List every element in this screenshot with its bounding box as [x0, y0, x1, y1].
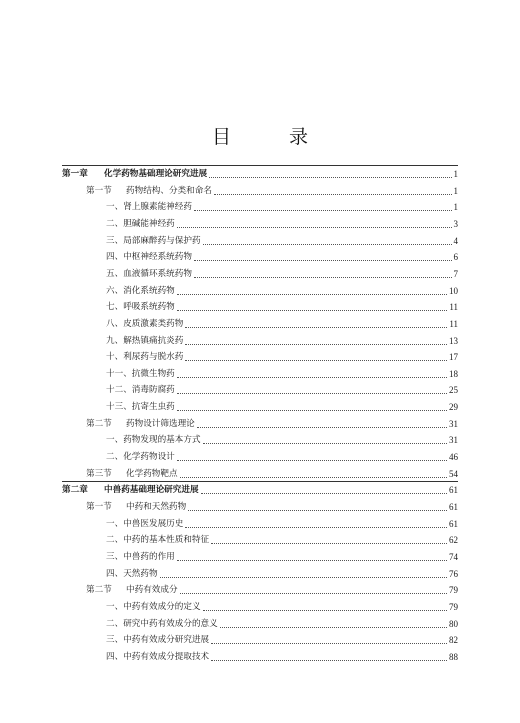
toc-label: 六、消化系统药物: [106, 285, 175, 296]
toc-page-number: 11: [449, 302, 458, 313]
toc-label: 四、中药有效成分提取技术: [106, 651, 210, 662]
toc-item[interactable]: [106, 616, 458, 630]
toc-label: 药物设计筛选理论: [126, 418, 195, 429]
dot-leader: [209, 176, 451, 178]
dot-leader: [185, 343, 447, 345]
dot-leader: [188, 509, 447, 511]
toc-page-number: 61: [449, 518, 458, 529]
dot-leader: [211, 659, 447, 661]
toc-label: 三、中兽药的作用: [106, 551, 175, 562]
toc-page-number: 7: [453, 268, 458, 279]
dot-leader: [185, 359, 447, 361]
dot-leader: [177, 376, 447, 378]
dot-leader: [197, 426, 447, 428]
toc-page-number: 18: [449, 368, 458, 379]
toc-number: 第一章: [62, 169, 88, 179]
toc-page-number: 88: [449, 651, 458, 662]
toc-page-number: 76: [449, 568, 458, 579]
toc-label: 一、中兽医发展历史: [106, 518, 184, 529]
toc-page-number: 3: [453, 218, 458, 229]
toc-number: 第二节: [86, 418, 112, 429]
dot-leader: [194, 259, 452, 261]
toc-label: 七、呼吸系统药物: [106, 302, 175, 313]
toc-number: 第三节: [86, 468, 112, 479]
toc-section[interactable]: [86, 416, 458, 430]
toc-label: 二、胆碱能神经药: [106, 218, 175, 229]
toc-item[interactable]: [106, 399, 458, 413]
toc-label: 一、中药有效成分的定义: [106, 601, 201, 612]
toc-page-number: 13: [449, 335, 458, 346]
toc-item[interactable]: [106, 299, 458, 313]
toc-label: 三、中药有效成分研究进展: [106, 635, 210, 646]
toc-label: 一、肾上腺素能神经药: [106, 202, 192, 213]
toc-item[interactable]: [106, 599, 458, 613]
toc-page-number: 25: [449, 385, 458, 396]
toc-item[interactable]: [106, 432, 458, 446]
toc-label: 化学药物靶点: [126, 468, 178, 479]
toc-item[interactable]: [106, 532, 458, 546]
toc-label: 中药有效成分: [126, 585, 178, 596]
toc-section[interactable]: [86, 582, 458, 596]
toc-label: 四、天然药物: [106, 568, 158, 579]
toc-label: 二、中药的基本性质和特征: [106, 535, 210, 546]
dot-leader: [203, 442, 447, 444]
dot-leader: [177, 459, 447, 461]
toc-page-number: 1: [453, 185, 458, 196]
dot-leader: [201, 492, 447, 494]
toc-item[interactable]: [106, 632, 458, 646]
toc-chapter[interactable]: [62, 482, 458, 496]
dot-leader: [177, 226, 452, 228]
toc-section[interactable]: [86, 466, 458, 480]
toc-item[interactable]: [106, 649, 458, 663]
toc-label: 一、药物发现的基本方式: [106, 435, 201, 446]
toc-page-number: 61: [449, 485, 458, 496]
toc-number: 第一节: [86, 502, 112, 512]
toc-item[interactable]: [106, 349, 458, 363]
dot-leader: [220, 626, 447, 628]
toc-page-number: 29: [449, 402, 458, 413]
toc-page-number: 79: [449, 601, 458, 612]
toc-page-number: 6: [453, 252, 458, 263]
toc-item[interactable]: [106, 283, 458, 297]
toc-label: 四、中枢神经系统药物: [106, 252, 192, 263]
toc-label: 二、化学药物设计: [106, 452, 175, 463]
dot-leader: [194, 276, 452, 278]
toc-page-number: 10: [449, 285, 458, 296]
dot-leader: [177, 309, 448, 311]
toc-label: 三、局部麻醉药与保护药: [106, 235, 201, 246]
toc-section[interactable]: [86, 499, 458, 513]
dot-leader: [194, 209, 452, 211]
toc-number: 第二节: [86, 585, 112, 596]
dot-leader: [185, 326, 447, 328]
dot-leader: [203, 609, 447, 611]
toc-page-number: 1: [453, 202, 458, 213]
toc-label: 十、利尿药与脱水药: [106, 352, 184, 363]
toc-item[interactable]: [106, 366, 458, 380]
toc-page-number: 62: [449, 535, 458, 546]
toc-item[interactable]: [106, 199, 458, 213]
toc-label: 化学药物基础理论研究进展: [104, 169, 208, 179]
dot-leader: [185, 526, 447, 528]
toc-item[interactable]: [106, 566, 458, 580]
toc-page-number: 31: [449, 435, 458, 446]
dot-leader: [177, 409, 447, 411]
toc-label: 药物结构、分类和命名: [126, 185, 212, 196]
toc-label: 八、皮质激素类药物: [106, 318, 184, 329]
dot-leader: [177, 293, 447, 295]
toc-label: 二、研究中药有效成分的意义: [106, 618, 218, 629]
toc-page-number: 46: [449, 452, 458, 463]
toc-page-number: 80: [449, 618, 458, 629]
toc-page-number: 61: [449, 502, 458, 512]
toc-item[interactable]: [106, 382, 458, 396]
dot-leader: [211, 642, 447, 644]
dot-leader: [180, 476, 447, 478]
toc-page-number: 4: [453, 235, 458, 246]
toc-item[interactable]: [106, 333, 458, 347]
toc-label: 九、解热镇痛抗炎药: [106, 335, 184, 346]
toc-item[interactable]: [106, 266, 458, 280]
page-title: 目 录: [211, 126, 335, 148]
toc-page-number: 82: [449, 635, 458, 646]
toc-item[interactable]: [106, 249, 458, 263]
toc-page-number: 74: [449, 551, 458, 562]
toc-label: 中兽药基础理论研究进展: [104, 485, 199, 496]
toc-number: 第一节: [86, 185, 112, 196]
dot-leader: [180, 592, 447, 594]
toc-item[interactable]: [106, 549, 458, 563]
toc-item[interactable]: [106, 449, 458, 463]
toc-item[interactable]: [106, 233, 458, 247]
toc-chapter[interactable]: [62, 166, 458, 180]
dot-leader: [177, 559, 447, 561]
dot-leader: [214, 193, 452, 195]
toc-section[interactable]: [86, 183, 458, 197]
toc-label: 十二、消毒防腐药: [106, 385, 175, 396]
toc-label: 五、血液循环系统药物: [106, 268, 192, 279]
toc-page-number: 17: [449, 352, 458, 363]
toc-page-number: 11: [449, 318, 458, 329]
toc-item[interactable]: [106, 516, 458, 530]
toc-page-number: 31: [449, 418, 458, 429]
dot-leader: [211, 542, 447, 544]
toc-page-number: 1: [453, 169, 458, 179]
toc-label: 十三、抗寄生虫药: [106, 402, 175, 413]
toc-label: 中药和天然药物: [126, 502, 187, 512]
toc-item[interactable]: [106, 316, 458, 330]
dot-leader: [160, 576, 447, 578]
dot-leader: [203, 243, 452, 245]
toc-page-number: 79: [449, 585, 458, 596]
toc-label: 十一、抗微生物药: [106, 368, 175, 379]
toc-number: 第二章: [62, 485, 88, 496]
toc-item[interactable]: [106, 216, 458, 230]
toc-page-number: 54: [449, 468, 458, 479]
dot-leader: [177, 392, 447, 394]
